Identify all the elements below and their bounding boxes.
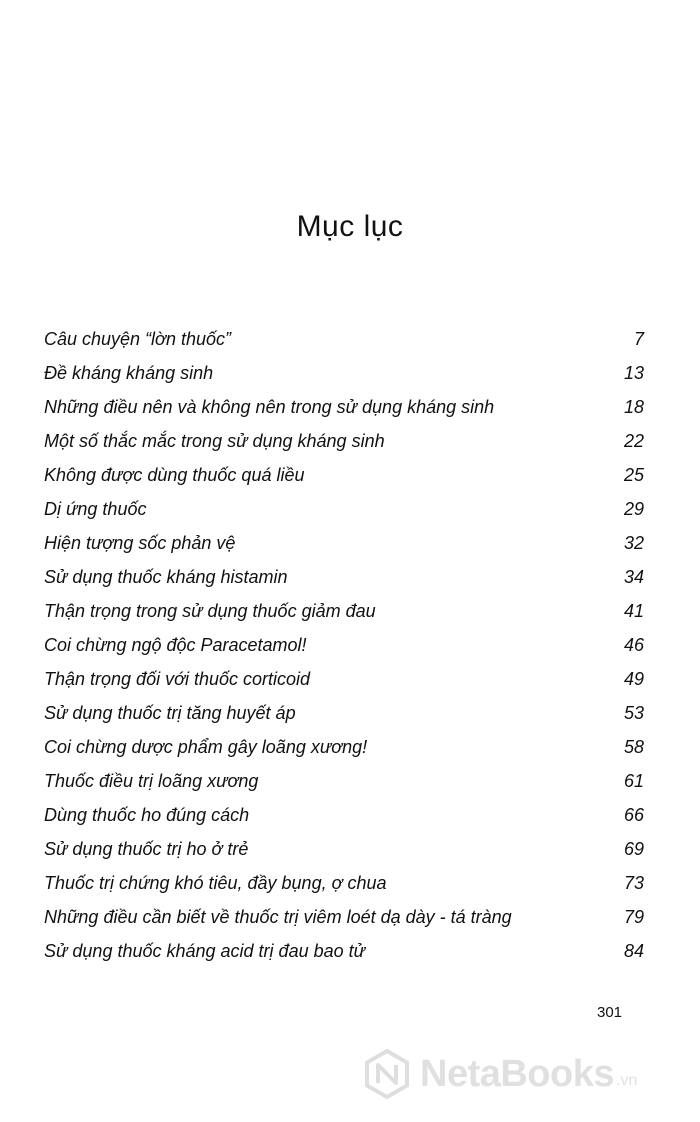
toc-entry bbox=[44, 322, 644, 356]
toc-entry-title: Đề kháng kháng sinh bbox=[44, 363, 214, 383]
toc-entry bbox=[44, 934, 644, 968]
toc-entry-page: 66 bbox=[623, 805, 644, 825]
toc-entry-title: Coi chừng ngộ độc Paracetamol! bbox=[44, 635, 307, 655]
watermark-suffix: .vn bbox=[616, 1072, 638, 1089]
toc-entry bbox=[44, 628, 644, 662]
toc-entry-page: 58 bbox=[623, 737, 644, 757]
toc-entry bbox=[44, 662, 644, 696]
toc-entry-title: Không được dùng thuốc quá liều bbox=[44, 465, 305, 485]
table-of-contents bbox=[44, 322, 644, 968]
toc-entry-title: Hiện tượng sốc phản vệ bbox=[44, 533, 236, 553]
toc-entry-page: 7 bbox=[633, 329, 644, 349]
toc-entry-title: Coi chừng dược phẩm gây loãng xương! bbox=[44, 737, 368, 757]
toc-entry-page: 73 bbox=[623, 873, 644, 893]
toc-entry-page: 61 bbox=[623, 771, 644, 791]
toc-entry-page: 18 bbox=[623, 397, 644, 417]
toc-entry bbox=[44, 730, 644, 764]
watermark bbox=[362, 1044, 637, 1104]
toc-entry-page: 13 bbox=[623, 363, 644, 383]
toc-entry bbox=[44, 356, 644, 390]
toc-entry-page: 84 bbox=[623, 941, 644, 961]
toc-entry-title: Dị ứng thuốc bbox=[44, 499, 147, 519]
netabooks-logo-icon bbox=[362, 1049, 412, 1099]
toc-entry-title: Sử dụng thuốc trị tăng huyết áp bbox=[44, 703, 296, 723]
toc-entry bbox=[44, 492, 644, 526]
toc-entry-title: Những điều nên và không nên trong sử dụng kháng sinh bbox=[44, 397, 495, 417]
toc-entry-page: 46 bbox=[623, 635, 644, 655]
toc-entry-page: 41 bbox=[623, 601, 644, 621]
toc-entry-page: 53 bbox=[623, 703, 644, 723]
toc-entry-page: 69 bbox=[623, 839, 644, 859]
toc-entry-title: Sử dụng thuốc trị ho ở trẻ bbox=[44, 839, 249, 859]
toc-entry bbox=[44, 594, 644, 628]
toc-entry bbox=[44, 900, 644, 934]
toc-entry bbox=[44, 764, 644, 798]
page-title: Mục lục bbox=[296, 210, 404, 243]
toc-entry-page: 34 bbox=[623, 567, 644, 587]
toc-entry-title: Câu chuyện “lờn thuốc” bbox=[44, 329, 231, 349]
toc-entry-page: 32 bbox=[623, 533, 644, 553]
toc-entry-title: Thận trọng đối với thuốc corticoid bbox=[44, 669, 311, 689]
watermark-brand: NetaBooks bbox=[420, 1052, 614, 1095]
toc-entry-title: Những điều cần biết về thuốc trị viêm loét dạ dày - tá tràng bbox=[44, 907, 512, 927]
toc-entry-title: Sử dụng thuốc kháng acid trị đau bao tử bbox=[44, 941, 366, 961]
toc-entry-title: Thuốc trị chứng khó tiêu, đầy bụng, ợ chua bbox=[44, 873, 387, 893]
toc-entry bbox=[44, 696, 644, 730]
toc-entry bbox=[44, 526, 644, 560]
toc-entry-page: 29 bbox=[623, 499, 644, 519]
toc-entry-page: 22 bbox=[623, 431, 644, 451]
toc-entry bbox=[44, 424, 644, 458]
toc-entry-page: 49 bbox=[623, 669, 644, 689]
toc-entry-title: Thuốc điều trị loãng xương bbox=[44, 771, 259, 791]
toc-entry bbox=[44, 390, 644, 424]
toc-entry bbox=[44, 866, 644, 900]
toc-entry bbox=[44, 798, 644, 832]
toc-entry bbox=[44, 560, 644, 594]
toc-entry bbox=[44, 832, 644, 866]
toc-entry-title: Một số thắc mắc trong sử dụng kháng sinh bbox=[44, 431, 385, 451]
toc-entry-page: 25 bbox=[623, 465, 644, 485]
toc-entry-page: 79 bbox=[623, 907, 644, 927]
page-number: 301 bbox=[597, 1004, 623, 1021]
toc-entry-title: Thận trọng trong sử dụng thuốc giảm đau bbox=[44, 601, 376, 621]
toc-entry bbox=[44, 458, 644, 492]
toc-entry-title: Sử dụng thuốc kháng histamin bbox=[44, 567, 288, 587]
toc-entry-title: Dùng thuốc ho đúng cách bbox=[44, 805, 250, 825]
